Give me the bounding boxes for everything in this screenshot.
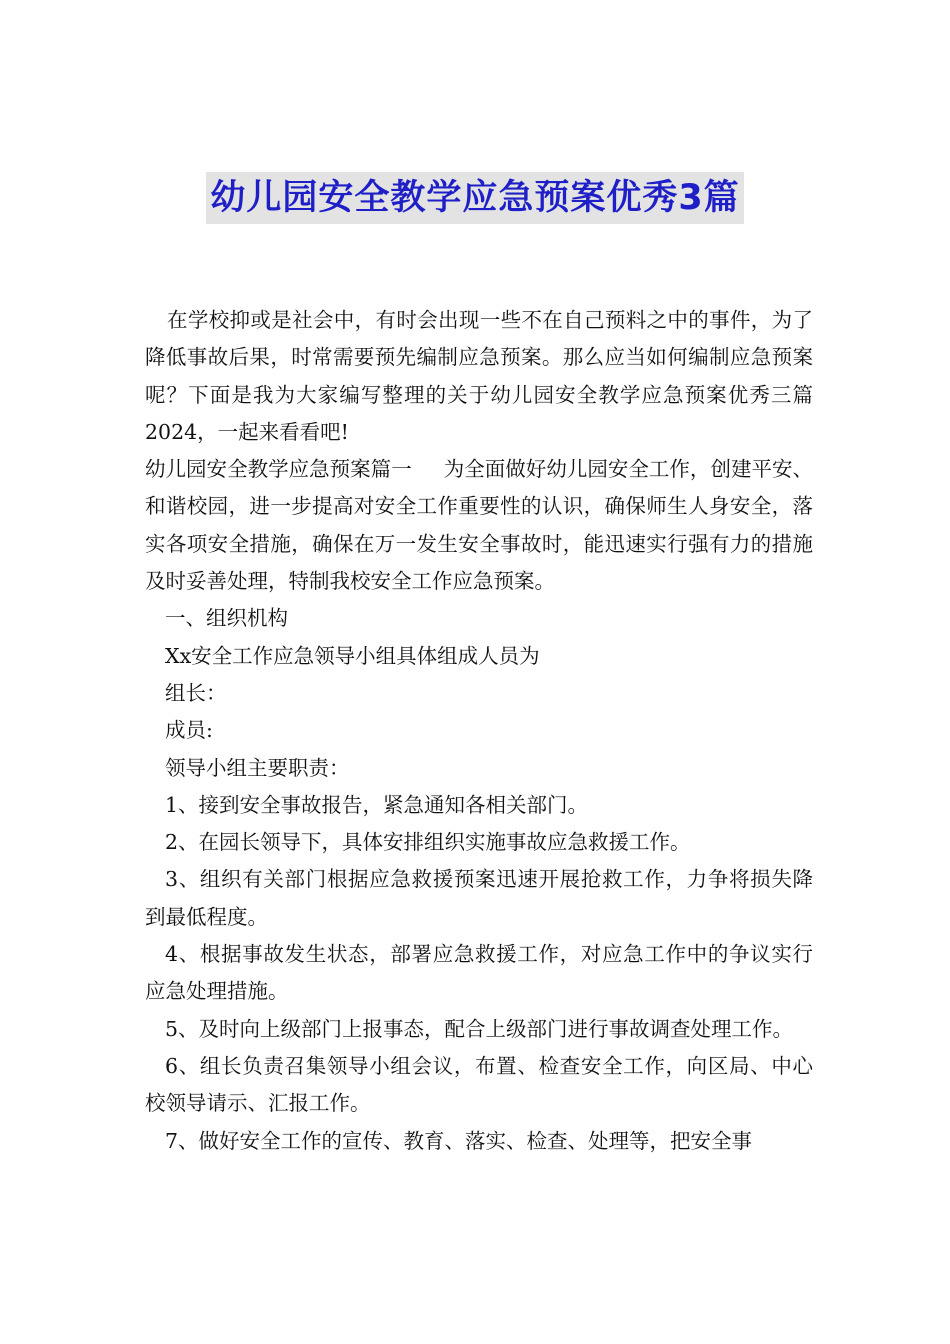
- duty-item: 6、组长负责召集领导小组会议，布置、检查安全工作，向区局、中心校领导请示、汇报工作。: [145, 1053, 813, 1116]
- group-line: Xx安全工作应急领导小组具体组成人员为: [165, 643, 540, 668]
- duties-heading: 领导小组主要职责：: [165, 755, 350, 780]
- duty-item: 7、做好安全工作的宣传、教育、落实、检查、处理等，把安全事: [165, 1128, 753, 1153]
- duty-item: 4、根据事故发生状态，部署应急救援工作，对应急工作中的争议实行应急处理措施。: [145, 942, 813, 1004]
- document-body: [145, 302, 813, 1160]
- duty-item: 5、及时向上级部门上报事态，配合上级部门进行事故调查处理工作。: [165, 1016, 794, 1041]
- duty-item: 3、组织有关部门根据应急救援预案迅速开展抢救工作，力争将损失降到最低程度。: [145, 867, 813, 929]
- org-heading: 一、组织机构: [165, 606, 288, 631]
- title-container: [0, 172, 950, 224]
- leader-label: 组长：: [165, 680, 227, 705]
- member-label: 成员:: [165, 718, 213, 743]
- section1-heading: 幼儿园安全教学应急预案篇一: [145, 457, 412, 482]
- section1-paragraph: [145, 451, 813, 600]
- document-title: 幼儿园安全教学应急预案优秀3篇: [206, 172, 743, 224]
- intro-paragraph: 在学校抑或是社会中，有时会出现一些不在自己预料之中的事件，为了降低事故后果，时常需要预先编制应急预案。那么应当如何编制应急预案呢？下面是我为大家编写整理的关于幼儿园安全教学应急预案优秀三篇2024，一起来看看吧!: [145, 308, 813, 444]
- duty-item: 1、接到安全事故报告，紧急通知各相关部门。: [165, 792, 589, 817]
- duty-item: 2、在园长领导下，具体安排组织实施事故应急救援工作。: [165, 830, 691, 855]
- section1-text: 为全面做好幼儿园安全工作，创建平安、和谐校园，进一步提高对安全工作重要性的认识，确保师生人身安全，落实各项安全措施，确保在万一发生安全事故时，能迅速实行强有力的措施及时妥善处理，特制我校安全工作应急预案。: [145, 457, 814, 594]
